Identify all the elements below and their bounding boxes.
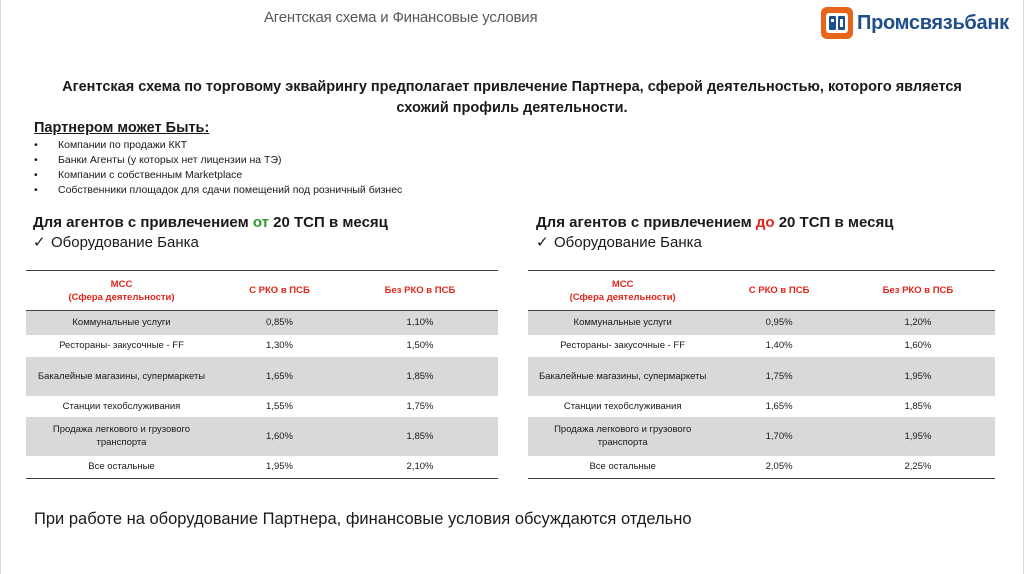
list-item: • Компании с собственным Marketplace (34, 168, 402, 183)
header-mcc: МСС (Сфера деятельности) (528, 271, 717, 311)
header-with-rko: С РКО в ПСБ (217, 271, 342, 311)
list-item: • Собственники площадок для сдачи помещений под розничный бизнес (34, 183, 402, 198)
table-row: Станции техобслуживания 1,65% 1,85% (563, 400, 932, 412)
table-row: Рестораны- закусочные - FF 1,30% 1,50% (59, 340, 434, 351)
intro-text: Агентская схема по торговому эквайрингу предполагает привлечение Партнера, сферой деятельностью, которого является схожий профиль деятельности. (62, 79, 962, 116)
section-up-to-20 (536, 214, 893, 251)
section-subtitle: ✓ Оборудование Банка (536, 234, 702, 251)
section-subtitle: ✓ Оборудование Банка (33, 234, 199, 251)
table-row: Коммунальные услуги 0,85% 1,10% (26, 311, 498, 335)
bank-logo-text: Промсвязьбанк (857, 11, 1009, 34)
partners-list (34, 138, 402, 198)
slide-border-left (0, 0, 1, 574)
table-row: Бакалейные магазины, супермаркеты 1,65% 1,85% (26, 357, 498, 396)
table-row: Продажа легкового и грузового транспорта 1,60% 1,85% (26, 417, 498, 456)
section-title: Для агентов с привлечением от 20 ТСП в месяц (33, 214, 388, 231)
section-from-20 (33, 214, 388, 251)
list-item: • Банки Агенты (у которых нет лицензии на ТЭ) (34, 153, 402, 168)
table-row: Продажа легкового и грузового транспорта 1,70% 1,95% (528, 417, 995, 456)
highlight-word: от (252, 214, 269, 231)
checkmark-icon: ✓ (536, 234, 549, 251)
header-with-rko: С РКО в ПСБ (717, 271, 841, 311)
bank-logo (821, 7, 1009, 39)
table-row: Станции техобслуживания 1,55% 1,75% (62, 400, 434, 412)
page-title: Агентская схема и Финансовые условия (264, 9, 538, 26)
partners-heading: Партнером может Быть: (34, 120, 210, 136)
header-without-rko: Без РКО в ПСБ (342, 271, 498, 311)
highlight-word: до (755, 214, 775, 231)
header-mcc: МСС (Сфера деятельности) (26, 271, 217, 311)
table-header-row (26, 271, 498, 311)
section-title: Для агентов с привлечением до 20 ТСП в месяц (536, 214, 894, 231)
rates-table-from-20 (26, 270, 498, 479)
table-row: Все остальные 2,05% 2,25% (528, 456, 995, 479)
bank-logo-icon (821, 7, 853, 39)
table-row: Бакалейные магазины, супермаркеты 1,75% 1,95% (528, 357, 995, 396)
table-row: Рестораны- закусочные - FF 1,40% 1,60% (560, 340, 932, 351)
list-item: • Компании по продажи ККТ (34, 138, 402, 153)
header-without-rko: Без РКО в ПСБ (841, 271, 995, 311)
table-row: Коммунальные услуги 0,95% 1,20% (528, 311, 995, 335)
table-row: Все остальные 1,95% 2,10% (26, 456, 498, 479)
checkmark-icon: ✓ (33, 234, 46, 251)
footer-note: При работе на оборудование Партнера, финансовые условия обсуждаются отдельно (34, 510, 692, 528)
table-header-row (528, 271, 995, 311)
rates-table-up-to-20 (528, 270, 995, 479)
